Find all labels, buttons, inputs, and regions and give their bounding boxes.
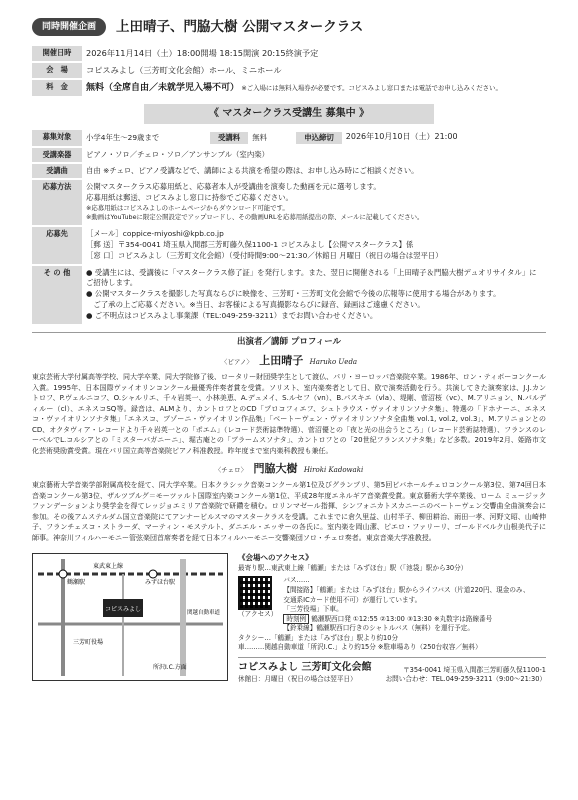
profile-title: 出演者／講師 プロフィール (236, 336, 342, 347)
list-item: 公開マスタークラス応募用紙と、応募者本人が受講曲を演奏した動画を元に選考します。 (86, 181, 381, 191)
access-map (32, 553, 228, 681)
bus-line: 【間接路】「鶴瀬」または「みずほ台」駅からライフバス（片道220円、現金のみ、 (283, 585, 530, 594)
list-item: ● 公開マスタークラスを撮影した写真ならびに映像を、三芳町・三芳町文化会館で今後の広報等に使用する場合があります。 (86, 288, 501, 298)
other-list (82, 266, 546, 324)
performer-2-bio: 東京藝術大学音楽学部附属高校を経て、同大学卒業。日本クラシック音楽コンクール第1位及びグランプリ、第5回ビバホールチェロコンクール第3位、第74回日本音楽コンクール第3位、ザルツブルグ＝モーツァルト国際室内楽コンクール第1位、平成28年度エネルギア音楽賞受賞。東京藝術大学卒業後、ローム ミュージックファンデーションより奨学金を得てレッジョエミリア音楽院で研鑽を積む。ロリンマゼール指揮、シンフォニカトスカニーニのベートーヴェン交響曲全曲演奏会に参加。その後アムステルダム国立音楽院にてアンナービルスマのマスタークラスを受講。これまでに倉久里益、山村半子、柳田耕治、雨田一孝、河野文昭、山崎伸子、フランチェスコ・ストラーダ、マーティン・モステルト、ダニエル・エッサーの各氏に。室内楽を岡山潔、ピエロ・ファリーリ、ゴールドベルク山根美代子に師事。神奈川フィルハーモニー管弦楽団首席奏者を経て日本フィルハーモニー交響楽団ソロ・チェロ奏者。東京音楽大学准教授。 (32, 481, 546, 542)
table-row (32, 63, 546, 78)
target-label: 募集対象 (32, 130, 82, 146)
map-drawing (33, 554, 227, 680)
divider (32, 332, 546, 333)
lesson-fee-value: 無料 (252, 132, 267, 142)
venue-tel: お問い合わせ：TEL.049-259-3211（9:00〜21:30） (385, 675, 546, 684)
taxi-info: タクシー…「鶴瀬」または「みずほ台」駅より約10分 (238, 633, 399, 642)
fee-cell (82, 80, 546, 96)
map-label: コピスみよし (105, 606, 142, 613)
map-label: 所沢I.C.方面 (153, 664, 187, 671)
access-title: 《会場へのアクセス》 (238, 553, 313, 562)
table-row (32, 266, 546, 324)
venue-footer (238, 657, 546, 685)
concurrent-event-pill: 同時開催企画 (32, 18, 106, 36)
performer-1-bio: 東京芸術大学付属高等学校、同大学卒業、同大学院修了後、ロータリー財団奨学生として渡仏、パリ・ヨーロッパ音楽院卒業。1986年、ロン・ティボーコンクール入賞。1995年、日本国際ヴァイオリンコンクール最優秀伴奏者賞を受賞。ソリスト、室内楽奏者として日、欧で演奏活動を行う。共演してきた演奏家は、J.J.カントロフ、P.ヴェルニコフ、O.シャルリエ、千々岩英一、小林美恵、A.デュメイ、S.ルセフ（vn）、B.パスキエ（vla）、堤剛、菅沼桜（vc）、M.アリニョン、N.バルディルー（cl）、エネスコSQ等。録音は、ALMより、カントロフとのCD「プロコフィエフ、シュトラウス・ヴァイオリンソナタ集」、特選の「ドホナーニ、エネスコ・ヴァイオリンソナタ集」「エネスコ、ブゾーニ・ヴァイオリン作品集」「ベートーヴェン・ヴァイオリンソナタ全曲集 vol.1, vol.2, vol.3」、M.アリニョンとのCD、オクタヴィア・レコードより千々岩英一との「ポエム」（レコード芸術誌準特選）、菅沼優との「夜と光の出会うところ」（レコード芸術誌特選）、フランスのレーベルでL.コルシアとの「ミスターバガニーニ」、堀古庵との「ブラームスソナタ」、カントロフとの「20世紀フランスソナタ集」など多数。2019年2月、姫路市文化芸術奨励賞受賞。現在パリ国立高等音楽院ピアノ科准教授。昨年度まで室内楽科教授も兼任。 (32, 373, 546, 455)
deadline-value: 2026年10月10日（土）21:00 (345, 132, 458, 142)
performer-2-roman: Hiroki Kadowaki (303, 466, 364, 475)
fee-value: 無料（全席自由／未就学児入場不可） (86, 83, 240, 94)
timetable-label: 時刻例 (283, 614, 309, 624)
lesson-fee-label: 受講料 (210, 132, 248, 144)
bus-block (238, 576, 546, 633)
performer-2-role: 〈チェロ〉 (214, 466, 248, 475)
mail-line: ［郵 送］〒354-0041 埼玉県入間郡三芳町藤久保1100-1 コピスみよし【公開マスタークラス】係 (86, 239, 414, 249)
target-value: 小学4年生〜29歳まで (86, 132, 160, 142)
counter-line: ［窓 口］コピスみよし（三芳町文化会館）（受付時間9:00〜21:30／休館日 月曜日（祝日の場合は翌平日） (86, 250, 443, 260)
access-info (238, 553, 546, 685)
list-item: ※動画はYouTubeに限定公開設定でアップロードし、その動画URLを応募用紙提出の際、メールに記載してください。 (86, 213, 424, 222)
car-info: 車………関越自動車道「所沢I.C.」より約15分 ※駐車場あり（250台収容／無料） (238, 643, 482, 652)
event-info-table (32, 44, 546, 98)
deadline-label: 申込締切 (296, 132, 342, 144)
station-marker (149, 570, 157, 578)
method-label: 応募方法 (32, 180, 82, 225)
venue-label: 会 場 (32, 63, 82, 78)
nearest-station: 最寄り駅…東武東上線「鶴瀬」または「みずほ台」駅（「池袋」駅から30分） (238, 563, 468, 572)
performer-2-name: 門脇大樹 (253, 462, 298, 476)
table-row (32, 130, 546, 146)
fee-label: 料 金 (32, 80, 82, 96)
performer-1-name: 上田晴子 (259, 354, 304, 368)
map-label: 三芳町役場 (73, 639, 104, 646)
performer-1-role: 〈ピアノ〉 (220, 358, 253, 367)
timetable-value: 鶴瀬駅西口発 ①12:55 ②13:00 ③13:30 ※丸数字は路線番号 (311, 614, 493, 623)
email-line[interactable]: ［メール］coppice-miyoshi@kpb.co.jp (86, 228, 224, 238)
qr-block (238, 576, 277, 633)
list-item: ● 受講生には、受講後に「マスタークラス修了証」を発行します。また、翌日に開催される「上田晴子＆門脇大樹デュオリサイタル」にご招待します。 (86, 267, 537, 287)
list-item: ● ご不明点はコピスみよし事業課（TEL:049-259-3211）までお問い合わせください。 (86, 310, 378, 320)
map-label: 鶴瀬駅 (67, 579, 86, 586)
table-row (32, 164, 546, 178)
recruit-banner: 《 マスタークラス受講生 募集中 》 (144, 104, 434, 124)
list-item: ※応募用紙はコピスみよしのホームページからダウンロード可能です。 (86, 203, 289, 212)
fee-note: ※ご入場には無料入場券が必要です。コピスみよし窓口または電話でお申し込みください。 (241, 84, 502, 93)
page-title: 上田晴子、門脇大樹 公開マスタークラス (116, 18, 364, 35)
method-list (82, 180, 546, 225)
performer-2-heading (32, 462, 546, 477)
title-bar (32, 14, 546, 40)
table-row (32, 46, 546, 61)
date-value: 2026年11月14日（土）18:00開場 18:15開演 20:15終演予定 (86, 48, 319, 58)
other-label: そ の 他 (32, 266, 82, 324)
table-row (32, 227, 546, 264)
map-label: 東武東上線 (93, 563, 124, 570)
venue-hours: 休館日：月曜日（祝日の場合は翌平日） (238, 675, 357, 684)
piece-value: 自由 ※チェロ、ピアノ受講などで、講師による共演を希望の際は、お申し込み時にご相談ください。 (86, 165, 419, 175)
shuttle-info: 【鈴乗線】鶴瀬駅西口行きのシャトルバス（無料）を運行予定。 (283, 624, 474, 633)
instruments-value: ピアノ・ソロ／チェロ・ソロ／アンサンブル（室内楽） (86, 149, 269, 159)
map-label: みずほ台駅 (145, 579, 176, 586)
map-label: 関越自動車道 (187, 610, 221, 616)
table-row (32, 148, 546, 162)
bus-info (283, 576, 529, 633)
target-cell (82, 130, 546, 146)
table-row (32, 80, 546, 96)
performer-1-heading (32, 354, 546, 369)
list-item: ご了承の上ご応募ください。※当日、お客様による写真撮影ならびに録音、録画はご遠慮ください。 (86, 299, 425, 309)
venue-name: コピスみよし 三芳町文化会館 (238, 661, 372, 673)
instruments-label: 受講楽器 (32, 148, 82, 162)
qr-caption: （アクセス） (238, 610, 278, 619)
bus-line: 「三芳役場」下車。 (283, 605, 343, 614)
station-marker (59, 570, 67, 578)
performer-1-roman: Haruko Ueda (309, 358, 358, 367)
date-label: 開催日時 (32, 46, 82, 61)
qr-code-icon[interactable] (238, 576, 272, 610)
venue-value: コピスみよし（三芳町文化会館）ホール、ミニホール (86, 65, 282, 76)
recruit-table (32, 128, 546, 326)
bus-label: バス…… (283, 576, 310, 585)
access-section (32, 553, 546, 685)
piece-label: 受講曲 (32, 164, 82, 178)
table-row (32, 180, 546, 225)
list-item: 応募用紙は郵送、コピスみよし窓口に持参でご応募ください。 (86, 192, 293, 202)
destination-label: 応募先 (32, 227, 82, 264)
bus-line: 交通系ICカード使用不可）が運行しています。 (283, 595, 422, 604)
destination-list (82, 227, 546, 264)
venue-address: 〒354-0041 埼玉県入間郡三芳町藤久保1100-1 (403, 665, 546, 674)
